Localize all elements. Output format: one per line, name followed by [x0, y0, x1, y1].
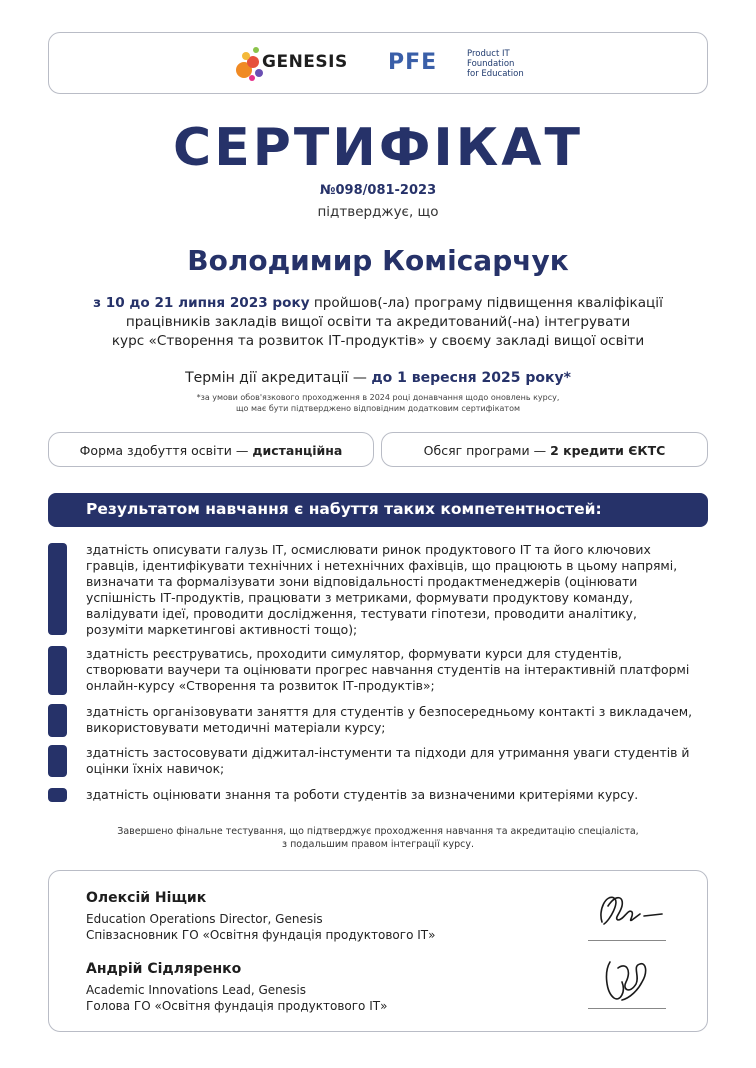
- competency-marker: [48, 704, 67, 737]
- competency-item: здатність описувати галузь ІТ, осмислювати ринок продуктового ІТ та його ключових гравців, ідентифікувати технічних і нетехнічних фахівців, що працюють в цьому напрямі, визначати та формалізувати зони відповідальності продактменеджерів (оцінювати успішність ІТ-продуктів, працювати з метриками, формувати продуктову команду, валідувати ідеї, проводити дослідження, тестувати гіпотези, проводити аналітику, розуміти маркетингові активності тощо);: [86, 542, 678, 637]
- signer-2-role: Academic Innovations Lead, Genesis: [86, 983, 306, 997]
- program-line-1: пройшов(-ла) програму підвищення кваліфікації: [309, 295, 663, 311]
- competency-marker: [48, 745, 67, 777]
- competency-item: здатність застосовувати діджитал-інстументи та підходи для утримання уваги студентів й оцінки їхніх навичок;: [86, 745, 690, 776]
- signer-1-organization: Співзасновник ГО «Освітня фундація продуктового ІТ»: [86, 928, 436, 942]
- study-form-value: дистанційна: [252, 443, 343, 458]
- signature-2-icon: [596, 948, 666, 1008]
- signature-2-line: [588, 1008, 666, 1009]
- results-title: Результатом навчання є набуття таких компетентностей:: [86, 500, 602, 518]
- signer-1-name: Олексій Ніщик: [86, 890, 207, 906]
- program-volume-label: Обсяг програми —: [423, 443, 551, 458]
- competency-item: здатність реєструватись, проходити симулятор, формувати курси для студентів, створювати ваучери та оцінювати прогрес навчання студентів на інтерактивній платформі онлайн-курсу «Створення та розвиток ІТ-продуктів»;: [86, 646, 690, 693]
- competency-item: здатність оцінювати знання та роботи студентів за визначеними критеріями курсу.: [86, 787, 639, 802]
- signature-1-line: [588, 940, 666, 941]
- pfe-line-2: Foundation: [467, 59, 515, 69]
- header-logos-box: [48, 32, 708, 94]
- study-form-label: Форма здобуття освіти —: [79, 443, 253, 458]
- genesis-logo-text: GENESIS: [262, 52, 348, 72]
- certificate-number: №098/081-2023: [319, 183, 437, 198]
- pfe-logo-mark: PFE: [388, 50, 438, 75]
- competency-marker: [48, 646, 67, 695]
- program-line-3: курс «Створення та розвиток ІТ-продуктів» у своєму закладі вищої освіти: [111, 333, 645, 349]
- pfe-line-3: for Education: [467, 69, 524, 79]
- program-line-2: працівників закладів вищої освіти та акредитований(-на) інтегрувати: [125, 314, 631, 330]
- recipient-name: Володимир Комісарчук: [187, 244, 569, 277]
- competency-marker: [48, 788, 67, 802]
- confirms-text: підтверджує, що: [317, 204, 439, 220]
- pfe-line-1: Product IT: [467, 49, 510, 59]
- accreditation-note-line-2: що має бути підтверджено відповідним додатковим сертифікатом: [235, 404, 521, 413]
- competency-marker: [48, 543, 67, 635]
- program-description: [70, 294, 686, 351]
- accreditation-term: [0, 370, 756, 386]
- certificate-title: СЕРТИФІКАТ: [173, 118, 583, 178]
- program-dates: з 10 до 21 липня 2023 року: [93, 295, 310, 311]
- accreditation-note-line-1: *за умови обов'язкового проходження в 2024 році донавчання щодо оновлень курсу,: [196, 393, 560, 402]
- signer-2-name: Андрій Сідляренко: [86, 961, 242, 977]
- signature-1-icon: [588, 884, 668, 936]
- competency-item: здатність організовувати заняття для студентів у безпосередньому контакті з викладачем, використовувати методичні матеріали курсу;: [86, 704, 693, 735]
- accreditation-footnote: [0, 392, 756, 414]
- final-testing-note: [80, 825, 676, 851]
- program-volume-value: 2 кредити ЄКТС: [550, 443, 666, 458]
- study-form-box: [48, 432, 374, 467]
- final-note-line-1: Завершено фінальне тестування, що підтверджує проходження навчання та акредитацію спеціаліста,: [117, 826, 639, 837]
- accreditation-value: до 1 вересня 2025 року*: [371, 370, 571, 386]
- signer-1-role: Education Operations Director, Genesis: [86, 912, 323, 926]
- pfe-logo-text: [467, 49, 524, 79]
- final-note-line-2: з подальшим правом інтеграції курсу.: [282, 839, 474, 850]
- signer-2-organization: Голова ГО «Освітня фундація продуктового ІТ»: [86, 999, 388, 1013]
- accreditation-label: Термін дії акредитації —: [185, 370, 372, 386]
- program-volume-box: [381, 432, 708, 467]
